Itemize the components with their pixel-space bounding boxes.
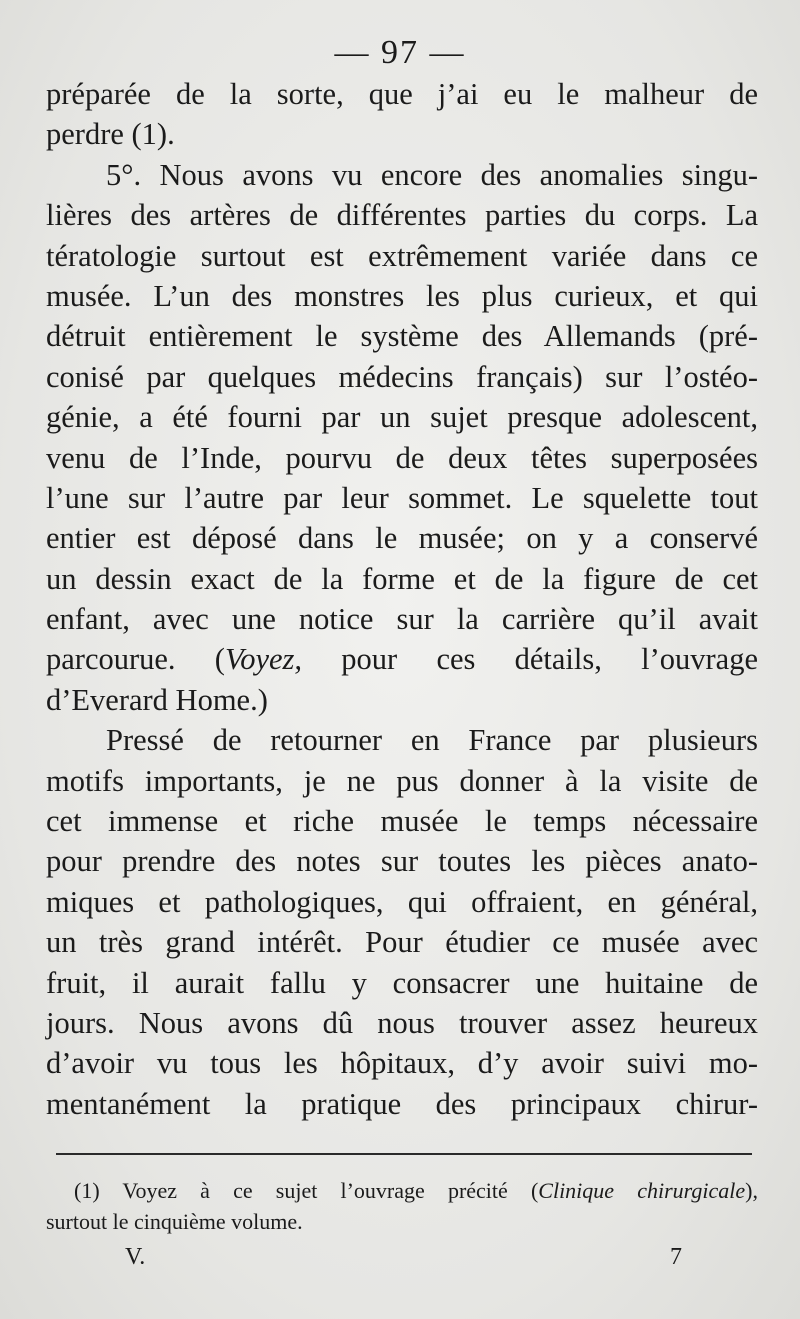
text-line: un très grand intérêt. Pour étudier ce musée avec — [46, 925, 758, 960]
text-line-with-italic — [46, 639, 758, 679]
footnote-rule — [56, 1153, 752, 1155]
gathering-number: 7 — [670, 1244, 682, 1270]
footnote-line: surtout le cinquième volume. — [46, 1209, 303, 1234]
text-line: Pressé de retourner en France par plusieurs — [106, 723, 758, 758]
italic-fragment: Clinique chirurgicale — [538, 1178, 746, 1203]
text-line: motifs importants, je ne pus donner à la visite de — [46, 763, 758, 798]
text-fragment: (1) Voyez à ce sujet l’ouvrage précité ( — [74, 1178, 539, 1203]
text-line: d’Everard Home.) — [46, 682, 268, 717]
text-line: entier est déposé dans le musée; on y a conservé — [46, 521, 758, 556]
text-line: génie, a été fourni par un sujet presque adolescent, — [46, 400, 758, 435]
text-line: enfant, avec une notice sur la carrière qu’il avait — [46, 602, 758, 637]
text-line: un dessin exact de la forme et de la figure de cet — [46, 561, 758, 596]
text-line: préparée de la sorte, que j’ai eu le malheur de — [46, 77, 758, 111]
text-fragment: parcourue. ( — [46, 642, 225, 677]
text-line: l’une sur l’autre par leur sommet. Le squelette tout — [46, 480, 758, 515]
main-text — [46, 74, 758, 1124]
text-line: conisé par quelques médecins français) sur l’ostéo- — [46, 359, 758, 394]
footnote-line — [46, 1175, 758, 1206]
text-line: musée. L’un des monstres les plus curieux, et qui — [46, 278, 758, 313]
text-line: détruit entièrement le système des Allemands (pré- — [46, 319, 758, 354]
italic-fragment: Voyez, — [224, 642, 303, 677]
text-line: venu de l’Inde, pourvu de deux têtes superposées — [46, 440, 758, 475]
text-line: miques et pathologiques, qui offraient, en général, — [46, 884, 758, 919]
text-line: 5°. Nous avons vu encore des anomalies singu- — [106, 157, 758, 192]
text-line: jours. Nous avons dû nous trouver assez heureux — [46, 1005, 758, 1040]
text-line: pour prendre des notes sur toutes les pièces anato- — [46, 844, 758, 879]
text-line: fruit, il aurait fallu y consacrer une huitaine de — [46, 965, 758, 1000]
text-line: perdre (1). — [46, 117, 175, 152]
text-fragment: ), — [745, 1178, 758, 1203]
text-line: tératologie surtout est extrêmement variée dans ce — [46, 238, 758, 273]
footnote — [46, 1175, 758, 1237]
signature-mark: V. — [125, 1244, 146, 1270]
page-number: — 97 — — [334, 34, 466, 71]
text-line: mentanément la pratique des principaux chirur- — [46, 1086, 758, 1121]
text-line: lières des artères de différentes parties du corps. La — [46, 198, 758, 233]
text-line: cet immense et riche musée le temps nécessaire — [46, 804, 758, 839]
text-fragment: pour ces détails, l’ouvrage — [302, 642, 758, 677]
text-line: d’avoir vu tous les hôpitaux, d’y avoir suivi mo- — [46, 1046, 758, 1081]
